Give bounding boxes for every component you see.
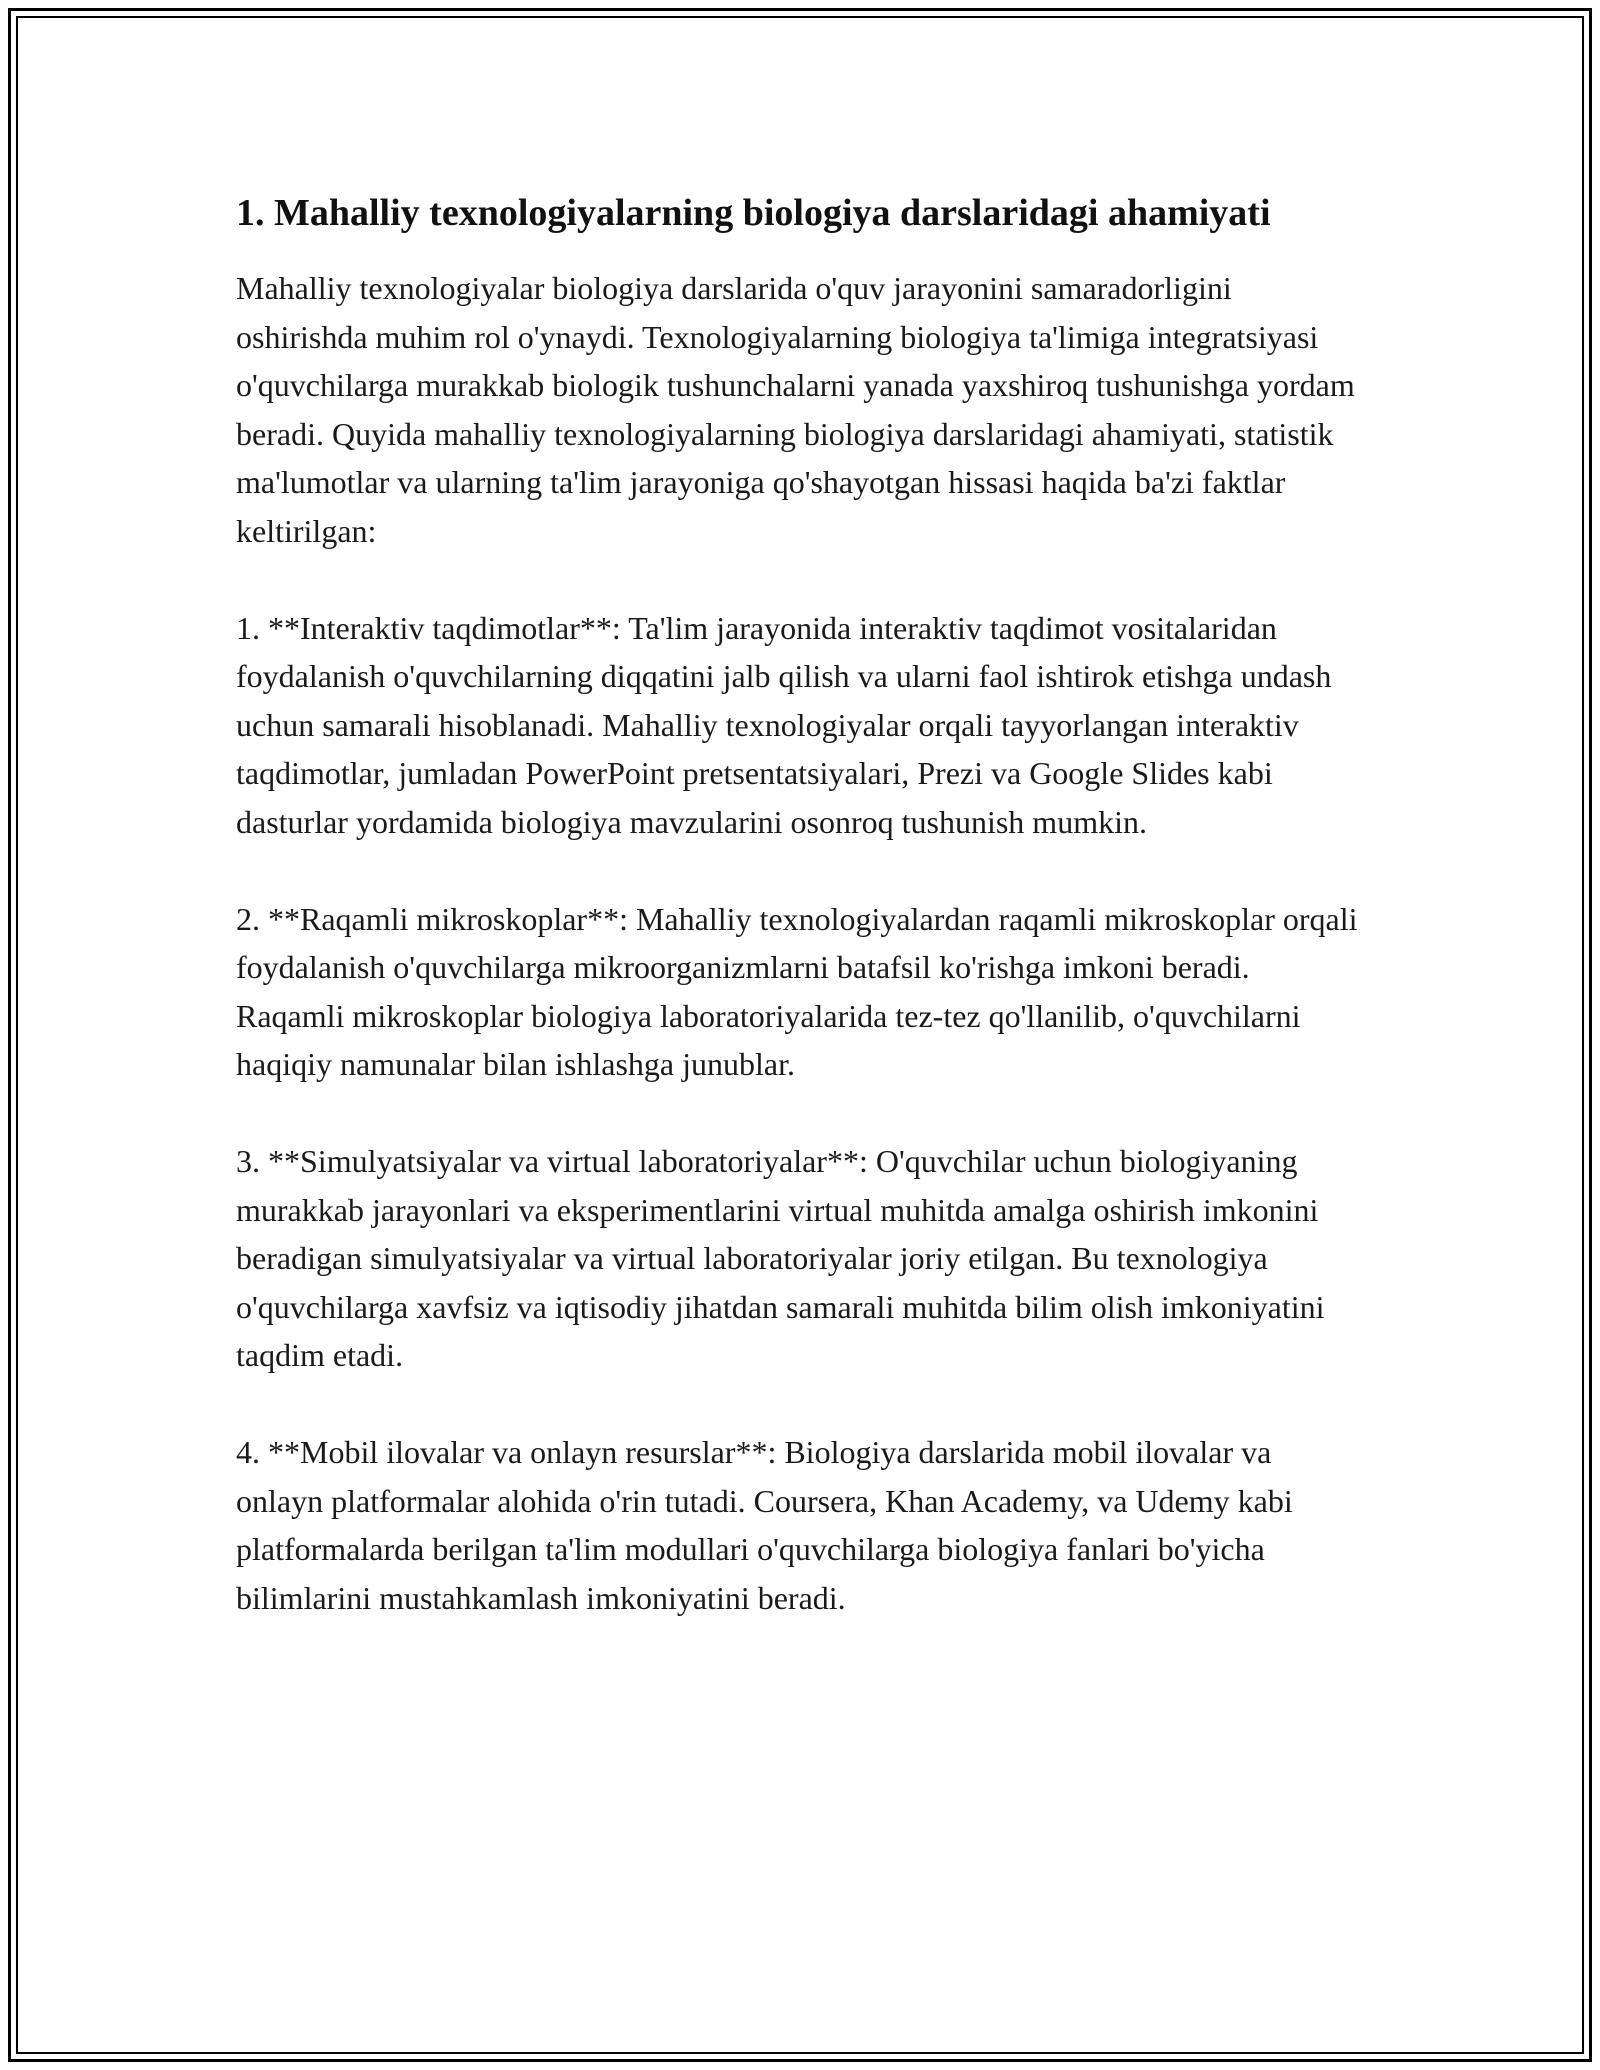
list-item-simulations-virtual-labs: 3. **Simulyatsiyalar va virtual laboratoriyalar**: O'quvchilar uchun biologiyaning murakkab jarayonlari va eksperimentlarini virtual muhitda amalga oshirish imkonini beradigan simulyatsiyalar va virtual laboratoriyalar joriy etilgan. Bu texnologiya o'quvchilarga xavfsiz va iqtisodiy jihatdan samarali muhitda bilim olish imkoniyatini taqdim etadi. [236,1143,1325,1373]
list-item-mobile-apps-online-resources: 4. **Mobil ilovalar va onlayn resurslar**: Biologiya darslarida mobil ilovalar va onlayn platformalar alohida o'rin tutadi. Coursera, Khan Academy, va Udemy kabi platformalarda berilgan ta'lim modullari o'quvchilarga biologiya fanlari bo'yicha bilimlarini mustahkamlash imkoniyatini beradi. [236,1434,1293,1616]
section-heading: 1. Mahalliy texnologiyalarning biologiya darslaridagi ahamiyati [236,192,1271,234]
intro-paragraph: Mahalliy texnologiyalar biologiya darslarida o'quv jarayonini samaradorligini oshirishda muhim rol o'ynaydi. Texnologiyalarning biologiya ta'limiga integratsiyasi o'quvchilarga murakkab biologik tushunchalarni yanada yaxshiroq tushunishga yordam beradi. Quyida mahalliy texnologiyalarning biologiya darslaridagi ahamiyati, statistik ma'lumotlar va ularning ta'lim jarayoniga qo'shayotgan hissasi haqida ba'zi faktlar keltirilgan: [236,270,1355,549]
document-body [236,186,1366,1671]
list-item-digital-microscopes: 2. **Raqamli mikroskoplar**: Mahalliy texnologiyalardan raqamli mikroskoplar orqali foydalanish o'quvchilarga mikroorganizmlarni batafsil ko'rishga imkoni beradi. Raqamli mikroskoplar biologiya laboratoriyalarida tez-tez qo'llanilib, o'quvchilarni haqiqiy namunalar bilan ishlashga junublar. [236,900,1358,1082]
list-item-interactive-presentations: 1. **Interaktiv taqdimotlar**: Ta'lim jarayonida interaktiv taqdimot vositalaridan foydalanish o'quvchilarning diqqatini jalb qilish va ularni faol ishtirok etishga undash uchun samarali hisoblanadi. Mahalliy texnologiyalar orqali tayyorlangan interaktiv taqdimotlar, jumladan PowerPoint pretsentatsiyalari, Prezi va Google Slides kabi dasturlar yordamida biologiya mavzularini osonroq tushunish mumkin. [236,609,1332,840]
